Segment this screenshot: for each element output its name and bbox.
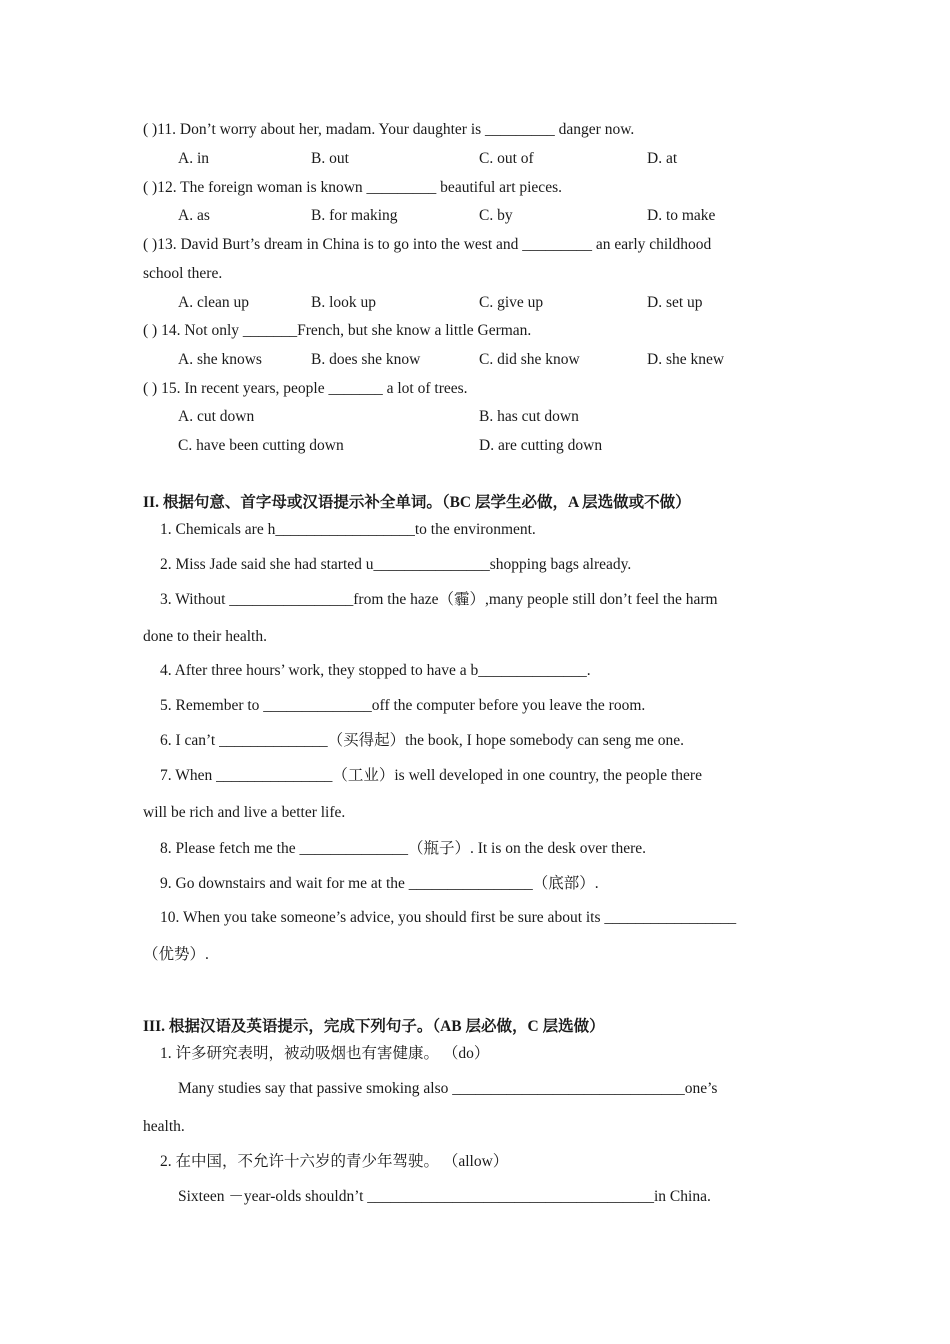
s2-item-9: 9. Go downstairs and wait for me at the ________________（底部）. (160, 875, 599, 892)
q13-stem-continued: school there. (143, 265, 223, 282)
s2-item-8: 8. Please fetch me the ______________（瓶子）. It is on the desk over there. (160, 840, 646, 857)
q13-option-c: C. give up (479, 294, 544, 311)
s2-item-1: 1. Chemicals are h__________________to the environment. (160, 521, 536, 538)
s2-item-5: 5. Remember to ______________off the computer before you leave the room. (160, 697, 646, 714)
q12-option-b: B. for making (311, 207, 398, 224)
q15-stem: ( ) 15. In recent years, people _______ a lot of trees. (143, 380, 468, 397)
q13-option-b: B. look up (311, 294, 377, 311)
s3-q1-chinese: 1. 许多研究表明，被动吸烟也有害健康。 （do） (160, 1045, 490, 1062)
s3-q1-english: Many studies say that passive smoking also ______________________________one’s (178, 1080, 718, 1097)
q15-option-d: D. are cutting down (479, 437, 603, 454)
s2-item-6: 6. I can’t ______________（买得起）the book, I hope somebody can seng me one. (160, 732, 685, 749)
q11-option-b: B. out (311, 150, 349, 167)
s2-item-2: 2. Miss Jade said she had started u_______________shopping bags already. (160, 556, 632, 573)
q12-option-d: D. to make (647, 207, 716, 224)
s2-item-3: 3. Without ________________from the haze（霾）,many people still don’t feel the harm (160, 591, 718, 608)
q11-option-d: D. at (647, 150, 678, 167)
q11-option-a: A. in (178, 150, 209, 167)
section-2-heading: II. 根据句意、首字母或汉语提示补全单词。（BC 层学生必做，A 层选做或不做） (143, 494, 691, 511)
q12-option-c: C. by (479, 207, 513, 224)
q11-stem: ( )11. Don’t worry about her, madam. Your daughter is _________ danger now. (143, 121, 635, 138)
q13-stem: ( )13. David Burt’s dream in China is to go into the west and _________ an early childhood (143, 236, 712, 253)
s3-q1-english-continued: health. (143, 1118, 185, 1135)
s2-item-7-continued: will be rich and live a better life. (143, 804, 346, 821)
s2-item-4: 4. After three hours’ work, they stopped to have a b______________. (160, 662, 591, 679)
q12-option-a: A. as (178, 207, 210, 224)
section-3-heading: III. 根据汉语及英语提示，完成下列句子。（AB 层必做，C 层选做） (143, 1018, 605, 1035)
q14-option-d: D. she knew (647, 351, 725, 368)
q14-stem: ( ) 14. Not only _______French, but she know a little German. (143, 322, 532, 339)
q14-option-b: B. does she know (311, 351, 421, 368)
s2-item-7: 7. When _______________（工业）is well developed in one country, the people there (160, 767, 702, 784)
q15-option-b: B. has cut down (479, 408, 579, 425)
s3-q2-chinese: 2. 在中国，不允许十六岁的青少年驾驶。 （allow） (160, 1153, 509, 1170)
q14-option-a: A. she knows (178, 351, 262, 368)
s3-q2-english: Sixteen －year-olds shouldn’t _____________________________________in China. (178, 1188, 711, 1205)
s2-item-10: 10. When you take someone’s advice, you should first be sure about its _________________ (160, 909, 737, 926)
s2-item-3-continued: done to their health. (143, 628, 267, 645)
q15-option-c: C. have been cutting down (178, 437, 344, 454)
s2-item-10-continued: （优势）. (143, 946, 209, 963)
q13-option-d: D. set up (647, 294, 703, 311)
q14-option-c: C. did she know (479, 351, 580, 368)
q12-stem: ( )12. The foreign woman is known _________ beautiful art pieces. (143, 179, 562, 196)
q11-option-c: C. out of (479, 150, 534, 167)
q13-option-a: A. clean up (178, 294, 250, 311)
q15-option-a: A. cut down (178, 408, 255, 425)
